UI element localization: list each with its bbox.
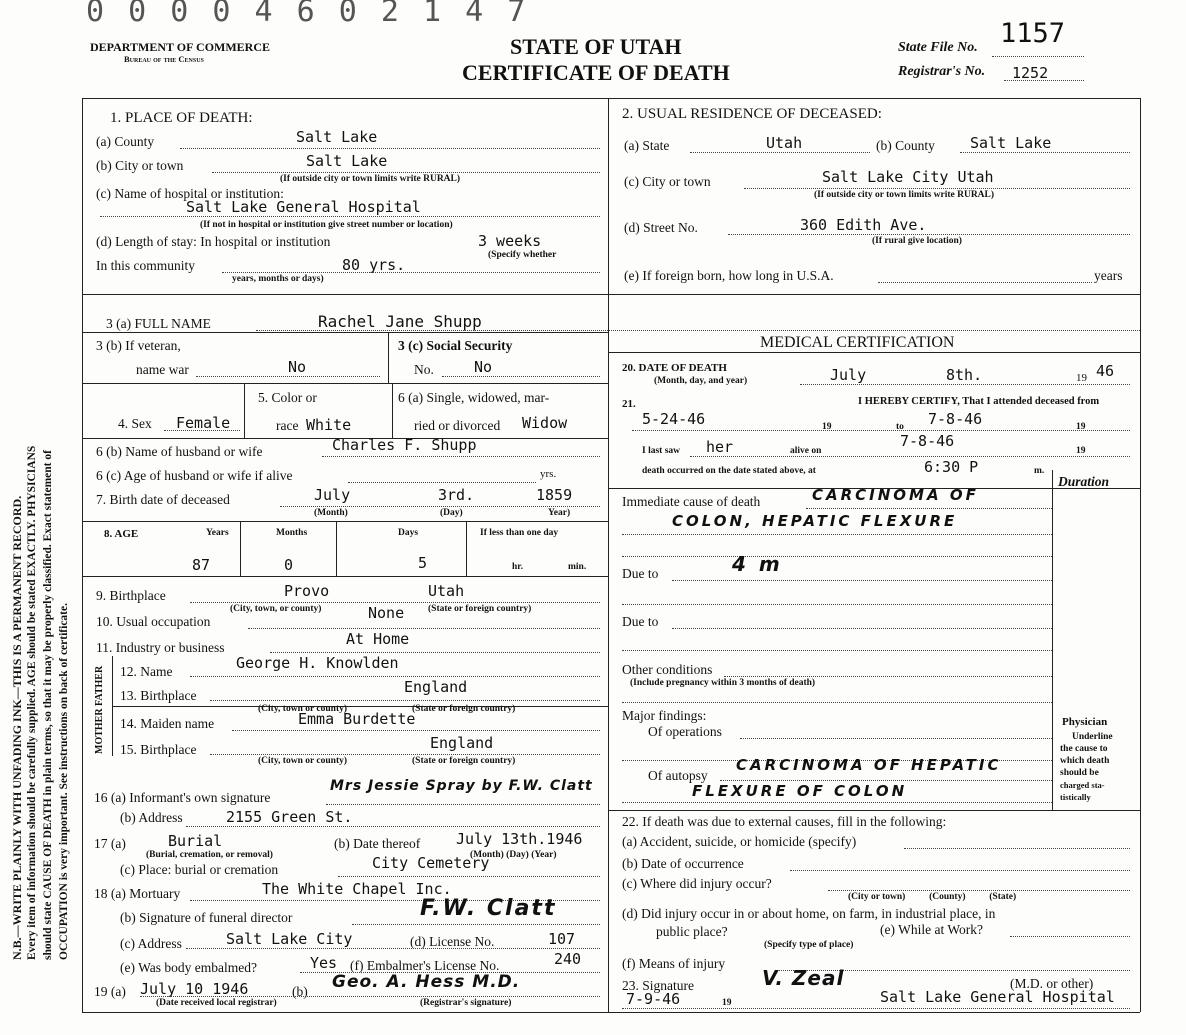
- res-city-note: (If outside city or town limits write RURAL): [814, 190, 995, 200]
- age-years-value: 87: [192, 556, 211, 574]
- accident-label: (a) Accident, suicide, or homicide (specify): [622, 834, 857, 849]
- marital-label-2: ried or divorced: [414, 418, 501, 433]
- pod-community-label: In this community: [96, 258, 195, 273]
- spouse-age-label: 6 (c) Age of husband or wife if alive: [96, 468, 293, 483]
- date-thereof-value: July 13th.1946: [456, 830, 583, 848]
- full-name-value: Rachel Jane Shupp: [318, 312, 482, 331]
- m-label: m.: [1034, 466, 1045, 476]
- race-label: race: [276, 418, 299, 433]
- informant-address-label: (b) Address: [120, 810, 183, 825]
- death-year-prefix: 19: [1076, 372, 1087, 384]
- birth-month: July: [314, 486, 351, 504]
- mother-birth-value: England: [430, 734, 494, 752]
- industry-label: 11. Industry or business: [96, 640, 225, 655]
- signature-label: 23. Signature: [622, 978, 694, 993]
- burial-label: 17 (a): [94, 836, 126, 851]
- alive-label: alive on: [790, 446, 822, 456]
- department: DEPARTMENT OF COMMERCE: [90, 40, 271, 54]
- birthplace-label: 9. Birthplace: [96, 588, 166, 603]
- pod-city-value: Salt Lake: [306, 152, 388, 170]
- signature-date: 7-9-46: [626, 990, 681, 1008]
- informant-signature: Mrs Jessie Spray by F.W. Clatt: [330, 778, 593, 794]
- mother-state-note: (State or foreign country): [412, 756, 516, 766]
- received-note: (Date received local registrar): [156, 998, 277, 1008]
- serial-number: 0 0 0 0 4 6 0 2 1 4 7: [86, 0, 529, 29]
- alive-19: 19: [1076, 446, 1086, 456]
- bureau: Bureau of the Census: [124, 54, 204, 64]
- received-label: 19 (a): [94, 984, 126, 999]
- res-city-label: (c) City or town: [624, 174, 711, 189]
- occupation-label: 10. Usual occupation: [96, 614, 211, 629]
- veteran-label: 3 (b) If veteran,: [96, 338, 181, 353]
- registrar-signature: Geo. A. Hess M.D.: [332, 972, 521, 992]
- state-title: STATE OF UTAH: [510, 34, 682, 59]
- registrar-sig-label: (b): [292, 984, 308, 999]
- age-months-label: Months: [276, 528, 308, 538]
- immediate-cause-label: Immediate cause of death: [622, 494, 761, 509]
- funeral-sig-label: (b) Signature of funeral director: [120, 910, 293, 925]
- physician-box-l3: which death: [1060, 756, 1110, 766]
- res-street-note: (If rural give location): [872, 236, 962, 246]
- age-days-value: 5: [418, 554, 428, 572]
- age-label: 8. AGE: [104, 528, 139, 540]
- birthplace-city: Provo: [284, 582, 330, 600]
- signature-address: Salt Lake General Hospital: [880, 988, 1115, 1006]
- birth-year-note: Year): [548, 508, 571, 518]
- age-days-label: Days: [398, 528, 419, 538]
- pod-hospital-value: Salt Lake General Hospital: [186, 198, 421, 216]
- signature-19: 19: [722, 998, 732, 1008]
- res-city-value: Salt Lake City Utah: [822, 168, 994, 186]
- place-burial-value: City Cemetery: [372, 854, 490, 872]
- date-thereof-label: (b) Date thereof: [334, 836, 421, 851]
- death-day: 8th.: [946, 366, 983, 384]
- certify-number: 21.: [622, 398, 636, 410]
- medical-date-note: (Month, day, and year): [654, 376, 748, 386]
- res-street-value: 360 Edith Ave.: [800, 216, 927, 234]
- license-label: (d) License No.: [410, 934, 495, 949]
- place-of-death-heading: 1. PLACE OF DEATH:: [110, 110, 253, 126]
- father-city-note: (City, town or county): [258, 704, 348, 714]
- res-county-label: (b) County: [876, 138, 935, 153]
- birth-label: 7. Birth date of deceased: [96, 492, 230, 507]
- major-findings-label: Major findings:: [622, 708, 707, 723]
- res-county-value: Salt Lake: [970, 134, 1052, 152]
- mother-side-label: MOTHER: [94, 708, 105, 754]
- pod-stay-value: 3 weeks: [478, 232, 542, 250]
- date-thereof-note: (Month) (Day) (Year): [470, 850, 557, 860]
- last-saw-value: her: [706, 438, 734, 456]
- other-conditions-note: (Include pregnancy within 3 months of death): [630, 678, 816, 688]
- medical-date-label: 20. DATE OF DEATH: [622, 362, 727, 374]
- sex-label: 4. Sex: [118, 416, 152, 431]
- last-saw-label: I last saw: [642, 446, 681, 456]
- attend-19-a: 19: [822, 422, 832, 432]
- age-months-value: 0: [284, 556, 294, 574]
- informant-sig-label: 16 (a) Informant's own signature: [94, 790, 271, 805]
- full-name-label: 3 (a) FULL NAME: [106, 316, 211, 331]
- attend-from: 5-24-46: [642, 410, 706, 428]
- certify-text: I HEREBY CERTIFY, That I attended deceased from: [858, 396, 1100, 407]
- age-hr-label: hr.: [512, 562, 524, 572]
- spouse-value: Charles F. Shupp: [332, 436, 477, 454]
- birth-day: 3rd.: [438, 486, 475, 504]
- residence-heading: 2. USUAL RESIDENCE OF DECEASED:: [622, 106, 882, 122]
- physician-box-l1: Underline: [1072, 732, 1113, 742]
- license-value: 107: [548, 930, 576, 948]
- ss-no-label: No.: [414, 362, 434, 377]
- res-foreign-unit: years: [1094, 268, 1123, 283]
- attend-to: 7-8-46: [928, 410, 983, 428]
- death-time: 6:30 P: [924, 458, 979, 476]
- ss-value: No: [474, 358, 493, 376]
- mortuary-address-value: Salt Lake City: [226, 930, 353, 948]
- means-label: (f) Means of injury: [622, 956, 726, 971]
- sex-value: Female: [176, 414, 231, 432]
- pod-hospital-note: (If not in hospital or institution give street number or location): [200, 220, 453, 230]
- burial-value: Burial: [168, 832, 223, 850]
- war-label: name war: [136, 362, 189, 377]
- received-value: July 10 1946: [140, 980, 249, 998]
- ss-label: 3 (c) Social Security: [398, 338, 513, 353]
- physician-box-l4: should be: [1060, 768, 1099, 778]
- immediate-cause-2: COLON, HEPATIC FLEXURE: [672, 512, 958, 530]
- color-label: 5. Color or: [258, 390, 317, 405]
- birthplace-state: Utah: [428, 582, 465, 600]
- external-causes-label: 22. If death was due to external causes, fill in the following:: [622, 814, 947, 829]
- age-min-label: min.: [568, 562, 587, 572]
- side-instructions-1: N.B.—WRITE PLAINLY WITH UNFADING INK—THIS IS A PERMANENT RECORD.: [10, 495, 24, 960]
- embalmer-label: (f) Embalmer's License No.: [350, 958, 500, 973]
- attend-19-b: 19: [1076, 422, 1086, 432]
- pod-community-note: years, months or days): [232, 274, 324, 284]
- father-side-label: FATHER: [94, 665, 105, 706]
- race-value: White: [306, 416, 352, 434]
- father-birth-value: England: [404, 678, 468, 696]
- operations-label: Of operations: [648, 724, 722, 739]
- md-label: (M.D. or other): [1010, 976, 1094, 991]
- birthplace-city-note: (City, town, or county): [230, 604, 322, 614]
- embalmed-value: Yes: [310, 954, 338, 972]
- mortuary-address-label: (c) Address: [120, 936, 182, 951]
- mortuary-value: The White Chapel Inc.: [262, 880, 452, 898]
- home-label: (d) Did injury occur in or about home, on farm, in industrial place, in: [622, 906, 996, 921]
- death-occurred-label: death occurred on the date stated above, at: [642, 466, 816, 476]
- physician-box-l6: tistically: [1060, 792, 1091, 802]
- autopsy-value-2: FLEXURE OF COLON: [692, 782, 908, 800]
- work-label: (e) While at Work?: [880, 922, 983, 937]
- where-label: (c) Where did injury occur?: [622, 876, 772, 891]
- alive-value: 7-8-46: [900, 432, 955, 450]
- state-file-label: State File No.: [898, 40, 978, 55]
- marital-value: Widow: [522, 414, 568, 432]
- spouse-label: 6 (b) Name of husband or wife: [96, 444, 263, 459]
- side-instructions-2: Every item of information should be carefully supplied. AGE should be stated EXACTLY. PHYSICIANS: [26, 445, 38, 960]
- side-instructions-3: should state CAUSE OF DEATH in plain terms, so that it may be properly classified. Exact statement of: [42, 450, 54, 960]
- due-to-2-label: Due to: [622, 614, 659, 629]
- pod-stay-label: (d) Length of stay: In hospital or institution: [96, 234, 331, 249]
- public-label: public place?: [656, 924, 728, 939]
- age-less-label: If less than one day: [480, 528, 559, 538]
- pod-stay-note: (Specify whether: [488, 250, 557, 260]
- place-burial-label: (c) Place: burial or cremation: [120, 862, 279, 877]
- mother-name-value: Emma Burdette: [298, 710, 416, 728]
- birth-day-note: (Day): [440, 508, 463, 518]
- other-conditions-label: Other conditions: [622, 662, 713, 677]
- registrar-value: 1252: [1012, 64, 1049, 82]
- father-name-label: 12. Name: [120, 664, 173, 679]
- state-file-value: 1157: [1000, 18, 1066, 49]
- age-years-label: Years: [206, 528, 229, 538]
- pod-county-label: (a) County: [96, 134, 155, 149]
- mother-city-note: (City, town or county): [258, 756, 348, 766]
- father-name-value: George H. Knowlden: [236, 654, 399, 672]
- res-foreign-label: (e) If foreign born, how long in U.S.A.: [624, 268, 834, 283]
- birth-year: 1859: [536, 486, 573, 504]
- death-month: July: [830, 366, 867, 384]
- side-instructions-4: OCCUPATION is very important. See instructions on back of certificate.: [58, 603, 70, 960]
- res-state-label: (a) State: [624, 138, 670, 153]
- embalmer-value: 240: [554, 950, 582, 968]
- mortuary-label: 18 (a) Mortuary: [94, 886, 181, 901]
- autopsy-value-1: CARCINOMA OF HEPATIC: [736, 756, 1002, 774]
- birth-month-note: (Month): [314, 508, 348, 518]
- mother-birth-label: 15. Birthplace: [120, 742, 197, 757]
- pod-hospital-label: (c) Name of hospital or institution:: [96, 186, 284, 201]
- immediate-cause-1: CARCINOMA OF: [812, 486, 979, 504]
- industry-value: At Home: [346, 630, 410, 648]
- pod-city-note: (If outside city or town limits write RURAL): [280, 174, 461, 184]
- pod-county-value: Salt Lake: [296, 128, 378, 146]
- registrar-label: Registrar's No.: [898, 64, 986, 79]
- embalmed-label: (e) Was body embalmed?: [120, 960, 257, 975]
- res-street-label: (d) Street No.: [624, 220, 698, 235]
- occurrence-label: (b) Date of occurrence: [622, 856, 744, 871]
- informant-address-value: 2155 Green St.: [226, 808, 353, 826]
- duration-label: Duration: [1058, 474, 1110, 489]
- physician-box-l2: the cause to: [1060, 744, 1108, 754]
- physician-box-l5: charged sta-: [1060, 780, 1105, 790]
- certificate-title: CERTIFICATE OF DEATH: [462, 60, 730, 85]
- attend-to-label: to: [896, 422, 904, 432]
- spouse-age-unit: yrs.: [540, 468, 557, 480]
- mother-name-label: 14. Maiden name: [120, 716, 215, 731]
- where-note: (City or town) (County) (State): [848, 892, 1017, 902]
- burial-note: (Burial, cremation, or removal): [146, 850, 273, 860]
- pod-community-value: 80 yrs.: [342, 256, 406, 274]
- war-value: No: [288, 358, 307, 376]
- medical-heading: MEDICAL CERTIFICATION: [760, 334, 955, 351]
- death-year: 46: [1096, 362, 1115, 380]
- due-to-value: 4 m: [732, 552, 783, 576]
- due-to-label: Due to: [622, 566, 659, 581]
- registrar-sig-note: (Registrar's signature): [420, 998, 512, 1008]
- marital-label: 6 (a) Single, widowed, mar-: [398, 390, 550, 405]
- funeral-signature: F.W. Clatt: [420, 896, 557, 921]
- pod-city-label: (b) City or town: [96, 158, 184, 173]
- physician-box-title: Physician: [1062, 716, 1108, 728]
- father-birth-label: 13. Birthplace: [120, 688, 197, 703]
- father-state-note: (State or foreign country): [412, 704, 516, 714]
- public-note: (Specify type of place): [764, 940, 854, 950]
- res-state-value: Utah: [766, 134, 803, 152]
- autopsy-label: Of autopsy: [648, 768, 708, 783]
- birthplace-state-note: (State or foreign country): [428, 604, 532, 614]
- occupation-value: None: [368, 604, 405, 622]
- physician-signature: V. Zeal: [762, 966, 845, 990]
